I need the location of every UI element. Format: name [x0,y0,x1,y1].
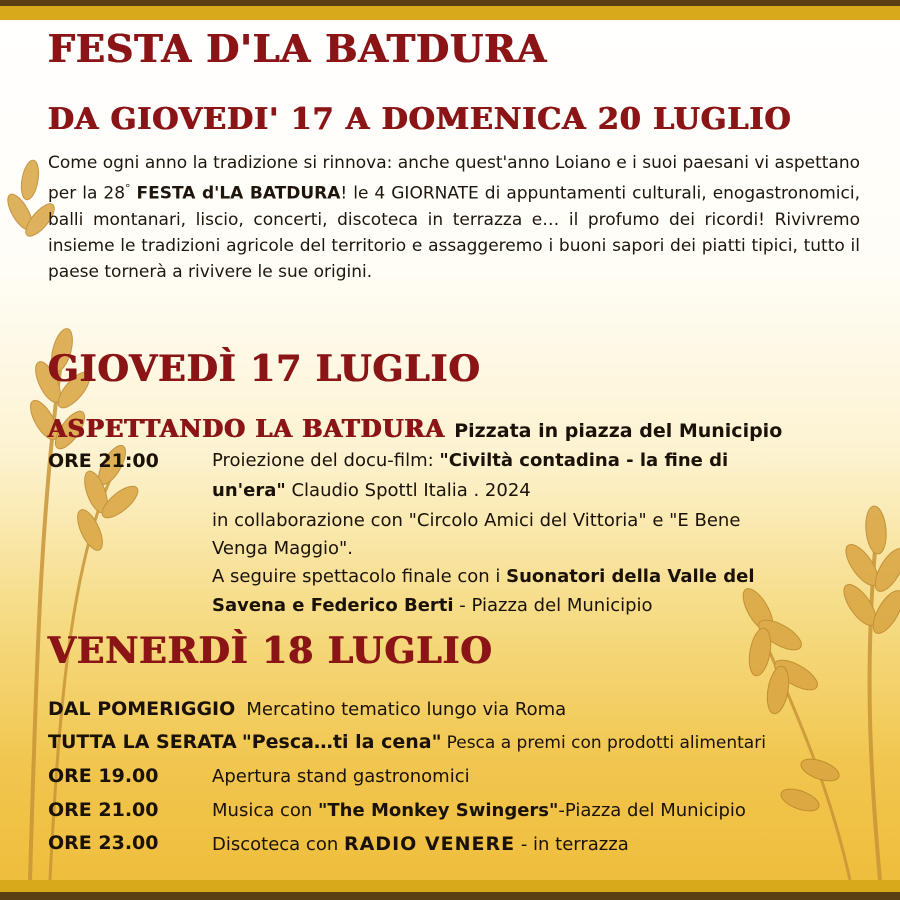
day1-line5-a: A seguire spettacolo finale con i [212,566,507,587]
day1-line6 [212,595,653,616]
day2-row3-text: Apertura stand gastronomici [212,766,470,787]
day2-heading: VENERDÌ 18 LUGLIO [48,630,493,672]
day1-line2 [212,480,531,501]
day1-heading: GIOVEDÌ 17 LUGLIO [48,348,481,390]
day2-row5-b: RADIO VENERE [343,833,516,855]
day2-row3-time: ORE 19.00 [48,765,159,787]
day2-row2-label: TUTTA LA SERATA [48,731,237,753]
day1-line4: Venga Maggio". [212,538,354,559]
day2-row4-time: ORE 21.00 [48,799,159,821]
day2-row1 [48,698,566,720]
day1-line1-a: Proiezione del docu-film: [212,450,440,471]
day1-event-line [48,414,782,443]
intro-paragraph [48,150,860,286]
day2-row4-b: "The Monkey Swingers" [318,800,559,821]
day2-row2-text: Pesca a premi con prodotti alimentari [446,733,766,753]
day2-row1-label: DAL POMERIGGIO [48,698,236,720]
day2-row2-quote: "Pesca…ti la cena" [241,731,442,753]
day1-event-subtitle: Pizzata in piazza del Municipio [454,420,783,442]
day2-row5-time: ORE 23.00 [48,832,159,854]
intro-part1: Come ogni anno la tradizione si rinnova: anche quest'anno Loiano e i suoi paesani vi aspettano per la 28 [48,153,860,204]
day1-line2-a: un'era" [212,480,286,501]
bottom-border [0,880,900,900]
intro-ordinal: ° [125,182,131,196]
day2-row5-line [212,833,629,855]
day1-line1-b: "Civiltà contadina - la fine di [439,450,729,471]
day1-line6-a: Savena e Federico Berti [212,595,454,616]
top-border [0,0,900,20]
day2-row5-c: - in terrazza [515,834,629,855]
day2-row5-a: Discoteca con [212,834,344,855]
day1-line5 [212,566,755,587]
day1-time: ORE 21:00 [48,450,159,472]
day2-row1-text: Mercatino tematico lungo via Roma [246,699,567,720]
day2-row4-a: Musica con [212,800,319,821]
day1-line3: in collaborazione con "Circolo Amici del Vittoria" e "E Bene [212,510,741,531]
dates-heading: DA GIOVEDI' 17 A DOMENICA 20 LUGLIO [48,102,792,137]
day1-line6-b: - Piazza del Municipio [453,595,653,616]
day2-row4-c: -Piazza del Municipio [558,800,746,821]
day1-line2-b: Claudio Spottl Italia . 2024 [285,480,531,501]
day1-line5-b: Suonatori della Valle del [506,566,755,587]
poster-title: FESTA D'LA BATDURA [48,26,548,71]
festa-name: FESTA d'LA BATDURA [136,183,341,204]
intro-part2: ! le 4 GIORNATE di appuntamenti culturali, enogastronomici, balli montanari, liscio, concerti, discoteca in terrazza e… il profumo dei ricordi! Rivivremo insieme le tradizioni agricole del territorio e assaggeremo i buoni sapori dei piatti tipici, tutto il paese tornerà a rivivere le sue origini. [48,183,861,283]
day2-row2 [48,731,766,753]
day2-row4-line [212,800,746,821]
day1-event-title: ASPETTANDO LA BATDURA [48,414,446,443]
day1-line1 [212,450,728,471]
